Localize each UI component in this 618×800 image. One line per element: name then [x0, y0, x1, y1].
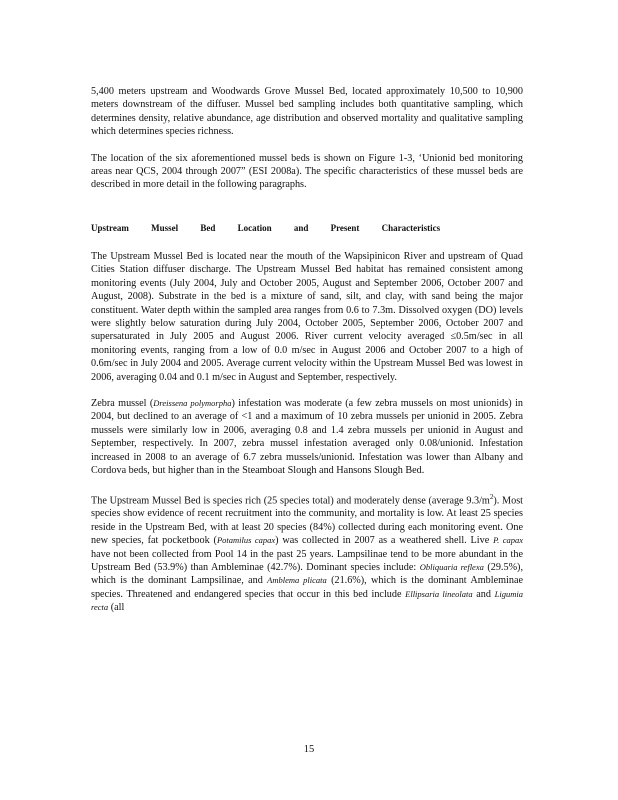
paragraph-mussel-sampling: 5,400 meters upstream and Woodwards Grove Mussel Bed, located approximately 10,500 to 10,900 meters downstream of the diffuser. Mussel bed sampling includes both quantitative sampling, which determines density, relative abundance, age distribution and observed mortality and qualitative sampling which determines species richness.: [91, 86, 523, 138]
scientific-name: Dreissena polymorpha: [153, 398, 232, 409]
intro-section: [91, 85, 523, 205]
paragraph-zebra-mussel: Zebra mussel (Dreissena polymorpha) infestation was moderate (a few zebra mussels on most unionids) in 2004, but declined to an average of <1 and a maximum of 10 zebra mussels per unionid in 2005. Zebra mussels were similarly low in 2006, averaging 0.8 and 1.4 zebra mussels per unionid in August and September, respectively. In 2007, zebra mussel infestation averaged only 0.08/unionid. Infestation increased in 2008 to an average of 6.7 zebra mussels/unionid. Infestation was lower than Albany and Cordova beds, but higher than in the Steamboat Slough and Hansons Slough Bed.: [91, 398, 523, 477]
paragraph-species-richness: The Upstream Mussel Bed is species rich (25 species total) and moderately dense (average $9.3/m^2$). Most species show evidence of recent recruitment into the community, and mortality is low. At least 25 species reside in the Upstream Bed, with at least 20 species (84%) collected during each monitoring event. One new species, fat pocketbook (Potamilus capax) was collected in 2007 as a weathered shell. Live P. capax have not been collected from Pool 14 in the past 25 years. Lampsilinae tend to be more abundant in the Upstream Bed (53.9%) than Ambleminae (42.7%). Dominant species include: Obliquaria reflexa (29.5%), which is the dominant Lampsilinae, and Amblema plicata (21.6%), which is the dominant Ambleminae species. Threatened and endangered species that occur in this bed include Ellipsaria lineolata and Ligumia recta (all: [91, 492, 523, 614]
scientific-name: Potamilus capax: [216, 535, 276, 546]
paragraph-habitat: The Upstream Mussel Bed is located near the mouth of the Wapsipinicon River and upstream of Quad Cities Station diffuser discharge. The Upstream Mussel Bed habitat has remained consistent among monitoring events (July 2004, July and October 2005, August and September 2006, October 2007 and August, 2008). Substrate in the bed is a mixture of sand, silt, and clay, with sand being the major constituent. Water depth within the sampled area ranges from 0.6 to 7.3m. Dissolved oxygen (DO) levels were slightly below saturation during July 2004, October 2005, September 2006, October 2007 and supersaturated in July 2005 and August 2006. River current velocity averaged ≤0.5m/sec in all monitoring events, ranging from a low of 0.0 m/sec in August 2006 and October 2007 to a high of 0.6m/sec in July 2004 and 2005. Average current velocity within the Upstream Mussel Bed was lowest in 2006, averaging 0.04 and 0.1 m/sec in August and September, respectively.: [91, 251, 523, 383]
scientific-name: Ligumia recta: [91, 588, 523, 613]
page-number: 15: [303, 744, 315, 755]
section-heading: Upstream Mussel Bed Location and Present Characteristics: [91, 223, 441, 233]
paragraph-bed-location: The location of the six aforementioned mussel beds is shown on Figure 1-3, ‘Unionid bed monitoring areas near QCS, 2004 through 2007” (ESI 2008a). The specific characteristics of these mussel beds are described in more detail in the following paragraphs.: [91, 152, 523, 191]
upstream-section: [91, 250, 523, 628]
scientific-name: Obliquaria reflexa: [419, 561, 484, 572]
scientific-name: P. capax: [493, 535, 523, 546]
scientific-name: Ellipsaria lineolata: [405, 588, 473, 599]
scientific-name: Amblema plicata: [267, 575, 327, 586]
